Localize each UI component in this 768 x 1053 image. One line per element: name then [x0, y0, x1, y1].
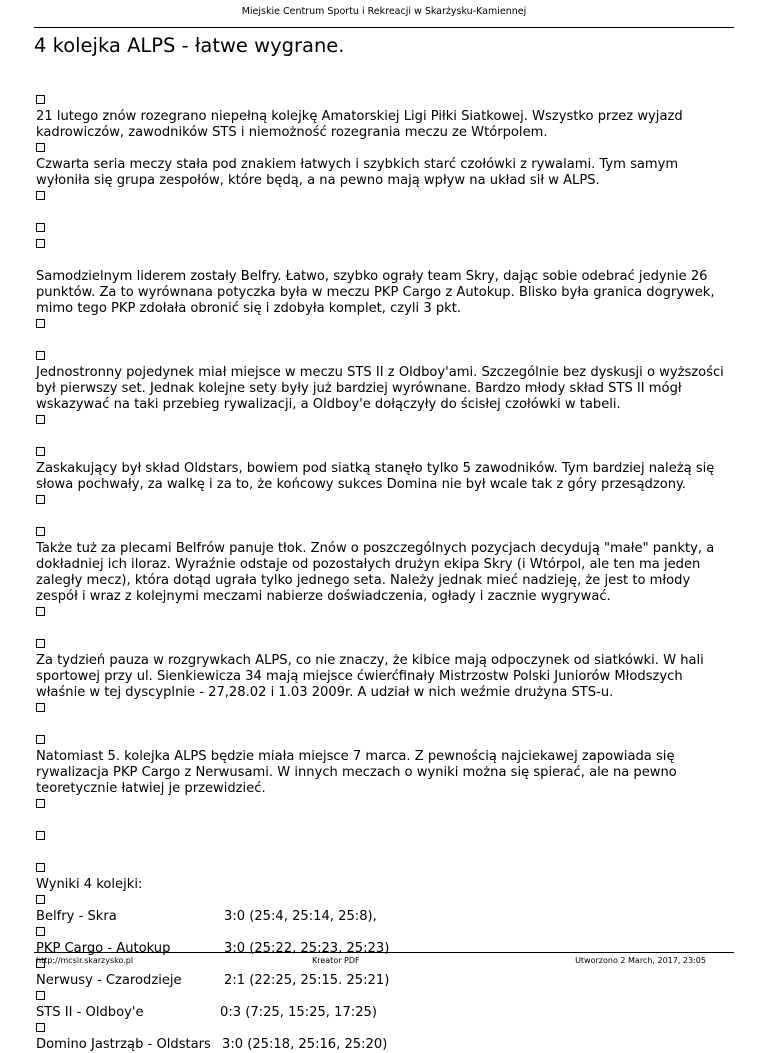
footer-divider: [34, 952, 734, 953]
missing-image-icon: [36, 703, 45, 712]
result-teams: STS II - Oldboy'e: [36, 1005, 144, 1020]
paragraph-line: właśnie w tej dyscyplnie - 27,28.02 i 1.03 2009r. A udział w nich weźmie drużyna STS-u.: [36, 685, 614, 700]
paragraph-line: teoretycznie łatwiej je przewidzieć.: [36, 781, 266, 796]
missing-image-icon: [36, 95, 45, 104]
missing-image-icon: [36, 527, 45, 536]
missing-image-icon: [36, 191, 45, 200]
missing-image-icon: [36, 735, 45, 744]
missing-image-icon: [36, 143, 45, 152]
missing-image-icon: [36, 799, 45, 808]
paragraph-line: mimo tego PKP zdołała obronić się i zdobyła komplet, czyli 3 pkt.: [36, 301, 462, 316]
missing-image-icon: [36, 927, 45, 936]
result-teams: Domino Jastrząb - Oldstars: [36, 1037, 211, 1052]
footer-created-date: Utworzono 2 March, 2017, 23:05: [575, 956, 706, 965]
paragraph-line: wskazywać na taki przebieg rywalizacji, a Oldboy'e dołączyły do ścisłej czołówki w tabeli.: [36, 397, 621, 412]
result-row: [36, 1037, 736, 1053]
missing-image-icon: [36, 415, 45, 424]
result-teams: PKP Cargo - Autokup: [36, 941, 171, 956]
missing-image-icon: [36, 351, 45, 360]
paragraph-line: Zaskakujący był skład Oldstars, bowiem pod siatką stanęło tylko 5 zawodników. Tym bardziej należą się: [36, 461, 715, 476]
missing-image-icon: [36, 447, 45, 456]
result-score: 0:3 (7:25, 15:25, 17:25): [220, 1005, 377, 1020]
results-heading: Wyniki 4 kolejki:: [36, 877, 143, 892]
result-row: [36, 973, 736, 989]
paragraph-line: rywalizacja PKP Cargo z Nerwusami. W innych meczach o wyniki można się spierać, ale na pewno: [36, 765, 677, 780]
missing-image-icon: [36, 239, 45, 248]
missing-image-icon: [36, 495, 45, 504]
paragraph-line: dokładniej ich iloraz. Wyraźnie odstaje od pozostałych drużyn ekipa Skry (i Wtórpol, ale ten ma jeden: [36, 557, 701, 572]
paragraph-line: Za tydzień pauza w rozgrywkach ALPS, co nie znaczy, że kibice mają odpoczynek od siatkówki. W hali: [36, 653, 704, 668]
missing-image-icon: [36, 223, 45, 232]
article-body: [36, 93, 736, 1053]
result-score: 3:0 (25:22, 25:23, 25:23): [224, 941, 390, 956]
missing-image-icon: [36, 991, 45, 1000]
paragraph-line: kadrowiczów, zawodników STS i niemożność rozegrania meczu ze Wtórpolem.: [36, 125, 548, 140]
result-row: [36, 1005, 736, 1021]
paragraph-line: wyłoniła się grupa zespołów, które będą, a na pewno mają wpływ na układ sił w ALPS.: [36, 173, 600, 188]
paragraph-line: Czwarta seria meczy stała pod znakiem łatwych i szybkich starć czołówki z rywalami. Tym samym: [36, 157, 679, 172]
paragraph-line: Jednostronny pojedynek miał miejsce w meczu STS II z Oldboy'ami. Szczególnie bez dyskusji o wyższości: [36, 365, 724, 380]
paragraph-line: zaległy mecz), która dotąd ugrała tylko jednego seta. Należy jednak mieć nadzieję, że jest to młody: [36, 573, 691, 588]
header-divider: [34, 27, 734, 28]
paragraph-line: był pierwszy set. Jednak kolejne sety były już bardziej wyrównane. Bardzo młody skład STS II mógł: [36, 381, 682, 396]
missing-image-icon: [36, 607, 45, 616]
paragraph-line: Natomiast 5. kolejka ALPS będzie miała miejsce 7 marca. Z pewnością najciekawej zapowiada się: [36, 749, 675, 764]
paragraph-line: punktów. Za to wyrównana potyczka była w meczu PKP Cargo z Autokup. Blisko była granica dogrywek,: [36, 285, 715, 300]
result-teams: Belfry - Skra: [36, 909, 117, 924]
paragraph-line: 21 lutego znów rozegrano niepełną kolejkę Amatorskiej Ligi Piłki Siatkowej. Wszystko przez wyjazd: [36, 109, 683, 124]
result-row: [36, 909, 736, 925]
missing-image-icon: [36, 863, 45, 872]
paragraph-line: Także tuż za plecami Belfrów panuje tłok. Znów o poszczególnych pozycjach decydują "małe" pankty, a: [36, 541, 715, 556]
article-title: 4 kolejka ALPS - łatwe wygrane.: [34, 34, 345, 57]
page-header: Miejskie Centrum Sportu i Rekreacji w Skarżysku-Kamiennej: [241, 6, 527, 17]
missing-image-icon: [36, 831, 45, 840]
result-row: [36, 941, 736, 957]
missing-image-icon: [36, 895, 45, 904]
paragraph-line: słowa pochwały, za walkę i za to, że końcowy sukces Domina nie był wcale tak z góry przesądzony.: [36, 477, 687, 492]
missing-image-icon: [36, 1023, 45, 1032]
missing-image-icon: [36, 319, 45, 328]
missing-image-icon: [36, 639, 45, 648]
result-score: 2:1 (22:25, 25:15. 25:21): [224, 973, 390, 988]
footer-url: http://mcsir.skarzysko.pl: [36, 956, 134, 965]
paragraph-line: zespół i wraz z kolejnymi meczami nabierze doświadczenia, ogłady i zacznie wygrywać.: [36, 589, 611, 604]
result-score: 3:0 (25:4, 25:14, 25:8),: [224, 909, 377, 924]
paragraph-line: Samodzielnym liderem zostały Belfry. Łatwo, szybko ograły team Skry, dając sobie odebrać jedynie 26: [36, 269, 708, 284]
result-score: 3:0 (25:18, 25:16, 25:20): [222, 1037, 388, 1052]
paragraph-line: sportowej przy ul. Sienkiewicza 34 mają miejsce ćwierćfinały Mistrzostw Polski Juniorów Młodszych: [36, 669, 683, 684]
footer-creator: Kreator PDF: [312, 956, 360, 965]
result-teams: Nerwusy - Czarodzieje: [36, 973, 182, 988]
